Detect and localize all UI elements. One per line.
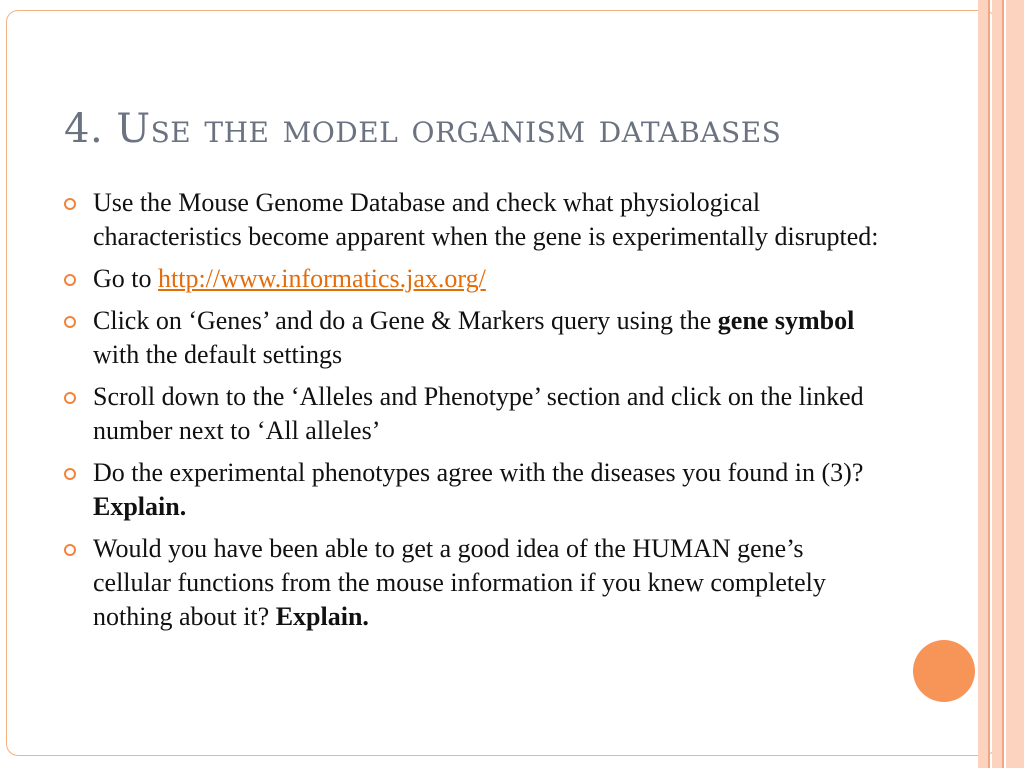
bullet-item xyxy=(64,262,884,296)
bullet-text: Scroll down to the ‘Alleles and Phenotype’ section and click on the linked number next to ‘All alleles’ xyxy=(93,382,864,445)
bullet-list xyxy=(64,186,884,642)
bullet-bold-text: Explain. xyxy=(93,492,187,521)
bullet-ring-icon xyxy=(64,316,76,328)
bullet-ring-icon xyxy=(64,544,76,556)
bullet-ring-icon xyxy=(64,274,76,286)
bullet-item xyxy=(64,380,884,448)
bullet-bold-text: Explain. xyxy=(275,602,369,631)
bullet-item xyxy=(64,304,884,372)
decorative-stripe xyxy=(988,0,990,768)
bullet-item xyxy=(64,456,884,524)
informatics-jax-link[interactable]: http://www.informatics.jax.org/ xyxy=(158,264,486,293)
bullet-bold-text: gene symbol xyxy=(717,306,855,335)
bullet-text: Use the Mouse Genome Database and check what physiological characteristics become apparent when the gene is experimentally disrupted: xyxy=(93,188,879,251)
bullet-ring-icon xyxy=(64,468,76,480)
bullet-text: Click on ‘Genes’ and do a Gene & Markers query using the xyxy=(93,306,718,335)
bullet-text: with the default settings xyxy=(93,340,343,369)
bullet-text: Would you have been able to get a good idea of the HUMAN gene’s cellular functions from the mouse information if you knew completely nothing about it? xyxy=(93,534,826,631)
decorative-stripe xyxy=(1002,0,1004,768)
bullet-ring-icon xyxy=(64,198,76,210)
bullet-item xyxy=(64,186,884,254)
bullet-text: Do the experimental phenotypes agree with the diseases you found in (3)? xyxy=(93,458,864,487)
bullet-text: Go to xyxy=(93,264,158,293)
bullet-item xyxy=(64,532,884,634)
slide-title: 4. Use the model organism databases xyxy=(64,106,782,152)
bullet-ring-icon xyxy=(64,392,76,404)
decorative-circle xyxy=(913,640,975,702)
decorative-stripe xyxy=(992,0,1002,768)
decorative-stripe xyxy=(978,0,988,768)
decorative-stripe xyxy=(1006,0,1024,768)
